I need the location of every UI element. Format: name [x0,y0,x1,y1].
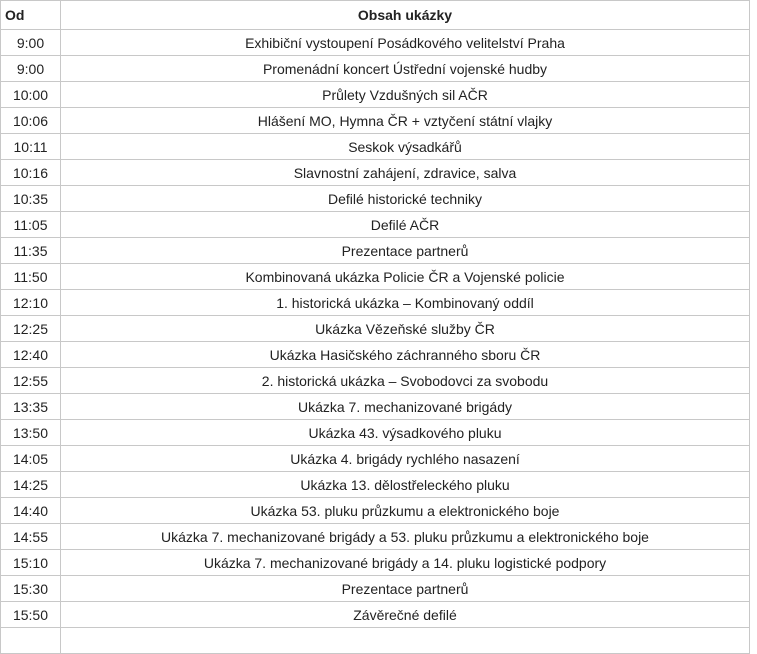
row-content: Defilé historické techniky [61,186,750,212]
table-row [1,550,750,576]
row-content: 2. historická ukázka – Svobodovci za svobodu [61,368,750,394]
table-row [1,524,750,550]
table-row [1,394,750,420]
table-row [1,342,750,368]
table-row [1,290,750,316]
row-time: 9:00 [1,56,61,82]
table-row [1,212,750,238]
row-time: 15:10 [1,550,61,576]
row-time: 15:50 [1,602,61,628]
row-content: Defilé AČR [61,212,750,238]
table-row [1,134,750,160]
row-content: Slavnostní zahájení, zdravice, salva [61,160,750,186]
row-content: Ukázka 7. mechanizované brigády a 53. pluku průzkumu a elektronického boje [61,524,750,550]
column-header-content: Obsah ukázky [61,1,750,30]
row-content: Průlety Vzdušných sil AČR [61,82,750,108]
row-time: 13:50 [1,420,61,446]
table-row [1,186,750,212]
row-time: 10:16 [1,160,61,186]
header-row [1,1,750,30]
row-content: Ukázka 53. pluku průzkumu a elektronického boje [61,498,750,524]
table-row [1,628,750,654]
row-time: 11:50 [1,264,61,290]
table-row [1,238,750,264]
row-content: Seskok výsadkářů [61,134,750,160]
row-time: 10:35 [1,186,61,212]
row-time: 10:11 [1,134,61,160]
table-row [1,108,750,134]
row-time: 14:05 [1,446,61,472]
row-content: Závěrečné defilé [61,602,750,628]
table-body [1,30,750,654]
row-content: Ukázka 7. mechanizované brigády [61,394,750,420]
row-content: Hlášení MO, Hymna ČR + vztyčení státní vlajky [61,108,750,134]
row-time: 13:35 [1,394,61,420]
row-content [61,628,750,654]
row-time: 14:55 [1,524,61,550]
row-time: 12:10 [1,290,61,316]
row-time: 9:00 [1,30,61,56]
row-content: Ukázka 7. mechanizované brigády a 14. pluku logistické podpory [61,550,750,576]
table-row [1,160,750,186]
row-content: Ukázka Vězeňské služby ČR [61,316,750,342]
row-time: 14:40 [1,498,61,524]
table-row [1,30,750,56]
row-content: Ukázka Hasičského záchranného sboru ČR [61,342,750,368]
table-row [1,316,750,342]
row-content: Promenádní koncert Ústřední vojenské hudby [61,56,750,82]
table-row [1,576,750,602]
row-time: 11:35 [1,238,61,264]
row-time: 14:25 [1,472,61,498]
row-time: 10:00 [1,82,61,108]
row-content: Ukázka 13. dělostřeleckého pluku [61,472,750,498]
row-content: Ukázka 4. brigády rychlého nasazení [61,446,750,472]
row-time: 15:30 [1,576,61,602]
row-content: Ukázka 43. výsadkového pluku [61,420,750,446]
row-time: 11:05 [1,212,61,238]
row-content: Exhibiční vystoupení Posádkového velitelství Praha [61,30,750,56]
table-row [1,602,750,628]
table-row [1,56,750,82]
row-time: 12:55 [1,368,61,394]
table-row [1,472,750,498]
table-row [1,264,750,290]
table-row [1,82,750,108]
column-header-time: Od [1,1,61,30]
row-time: 10:06 [1,108,61,134]
row-time [1,628,61,654]
table-row [1,368,750,394]
table-row [1,420,750,446]
table-row [1,498,750,524]
row-content: 1. historická ukázka – Kombinovaný oddíl [61,290,750,316]
row-content: Kombinovaná ukázka Policie ČR a Vojenské policie [61,264,750,290]
row-time: 12:40 [1,342,61,368]
table-row [1,446,750,472]
row-content: Prezentace partnerů [61,576,750,602]
row-time: 12:25 [1,316,61,342]
row-content: Prezentace partnerů [61,238,750,264]
